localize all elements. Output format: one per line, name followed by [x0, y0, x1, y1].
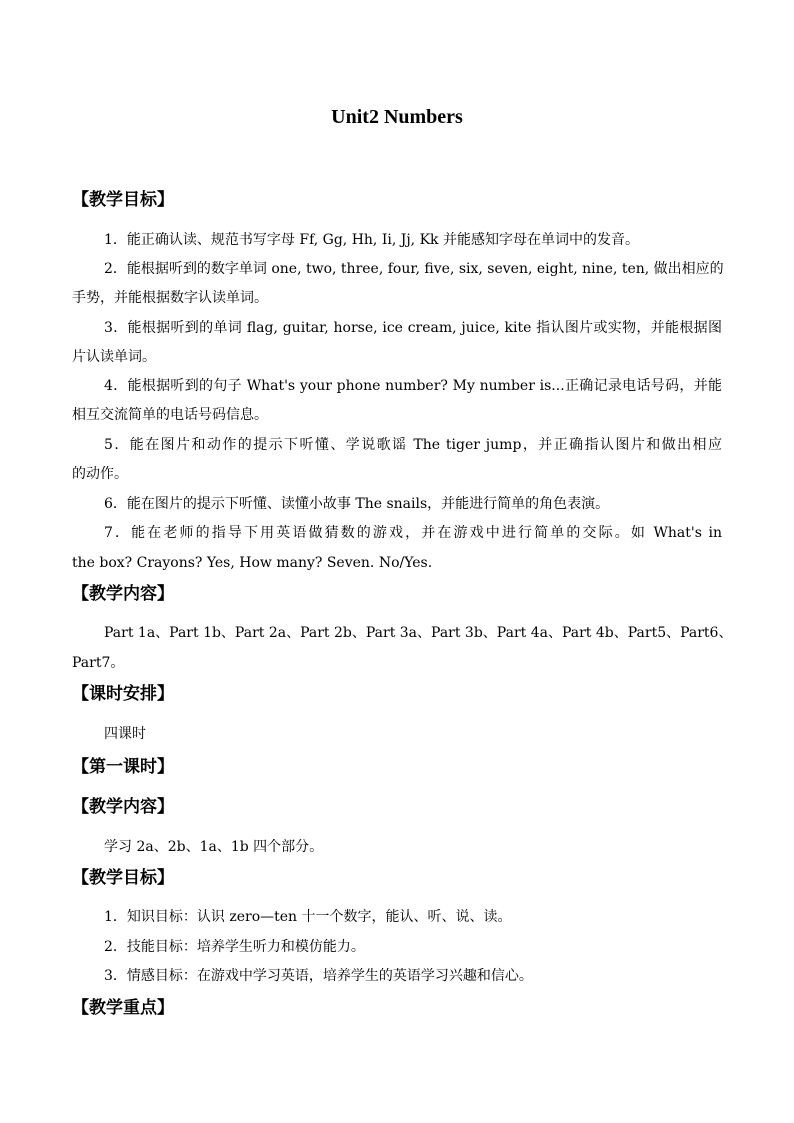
objective-line: 片认读单词。	[72, 349, 156, 365]
heading-schedule: 【课时安排】	[72, 684, 174, 704]
objective-line: 相互交流简单的电话号码信息。	[72, 407, 268, 423]
content2-text: 学习 2a、2b、1a、1b 四个部分。	[104, 839, 324, 855]
heading-content: 【教学内容】	[72, 584, 174, 604]
heading-objectives: 【教学目标】	[72, 190, 174, 210]
schedule-text: 四课时	[104, 726, 146, 742]
document-title: Unit2 Numbers	[331, 106, 463, 128]
objective-line: the box? Crayons? Yes, How many? Seven. No/Yes.	[72, 555, 433, 571]
heading-key-points: 【教学重点】	[72, 998, 174, 1018]
objective-line: 2．能根据听到的数字单词 one, two, three, four, five, six, seven, eight, nine, ten, 做出相应的	[104, 261, 724, 277]
objective-line: 5．能在图片和动作的提示下听懂、学说歌谣 The tiger jump，并正确指认图片和做出相应	[104, 437, 722, 453]
objective-line: 1．能正确认读、规范书写字母 Ff, Gg, Hh, Ii, Jj, Kk 并能感知字母在单词中的发音。	[104, 232, 639, 248]
objective2-line: 3．情感目标：在游戏中学习英语，培养学生的英语学习兴趣和信心。	[104, 968, 533, 984]
content-line: Part7。	[72, 655, 125, 671]
heading-lesson1: 【第一课时】	[72, 757, 174, 777]
content-line: Part 1a、Part 1b、Part 2a、Part 2b、Part 3a、Part 3b、Part 4a、Part 4b、Part5、Part6、	[104, 625, 733, 641]
objective-line: 7．能在老师的指导下用英语做猜数的游戏，并在游戏中进行简单的交际。如 What's in	[104, 525, 722, 541]
objective2-line: 1．知识目标：认识 zero—ten 十一个数字，能认、听、说、读。	[104, 909, 512, 925]
objective-line: 的动作。	[72, 466, 128, 482]
heading-objectives-2: 【教学目标】	[72, 868, 174, 888]
objective-line: 4．能根据听到的句子 What's your phone number? My number is...正确记录电话号码，并能	[104, 378, 722, 394]
objective-line: 3．能根据听到的单词 flag, guitar, horse, ice cream, juice, kite 指认图片或实物，并能根据图	[104, 320, 722, 336]
heading-content-2: 【教学内容】	[72, 797, 174, 817]
objective2-line: 2．技能目标：培养学生听力和模仿能力。	[104, 939, 365, 955]
objective-line: 6．能在图片的提示下听懂、读懂小故事 The snails，并能进行简单的角色表演。	[104, 496, 610, 512]
objective-line: 手势，并能根据数字认读单词。	[72, 290, 268, 306]
